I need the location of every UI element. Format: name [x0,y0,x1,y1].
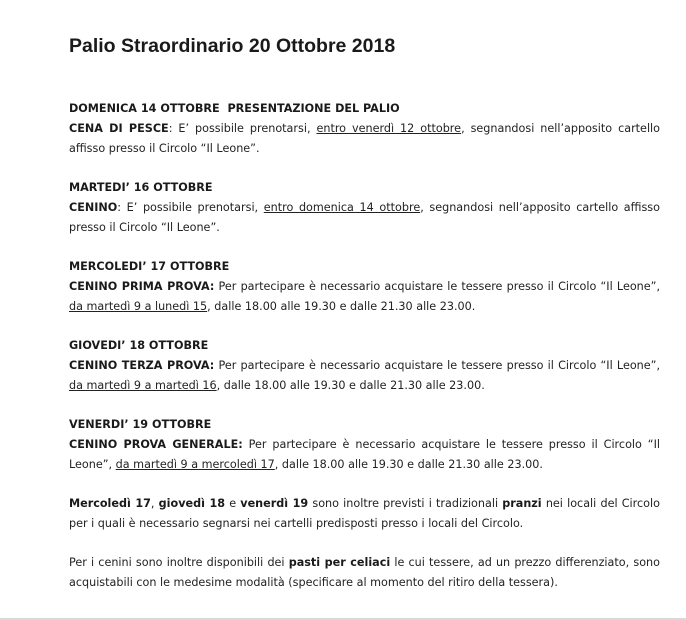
celiac-note-text [69,553,660,593]
lunch-sep: e [225,497,241,510]
lunch-day: giovedì 18 [158,497,226,510]
event-heading: GIOVEDI’ 18 OTTOBRE [69,339,209,352]
event-section-presentazione [69,99,660,159]
event-text [69,277,660,317]
event-text-part: , dalle 18.00 alle 19.30 e dalle 21.30 alle 23.00. [207,300,476,313]
lunch-sep: , [150,497,159,510]
lunch-keyword: pranzi [502,497,542,510]
event-label: CENINO [69,201,118,214]
event-dates: da martedì 9 a martedì 16 [69,379,217,392]
event-heading: VENERDI’ 19 OTTOBRE [69,418,212,431]
lunch-note [69,494,660,534]
event-text [69,119,660,159]
event-label: CENINO PRIMA PROVA: [69,280,215,293]
lunch-note-text [69,494,660,534]
event-dates: da martedì 9 a mercoledì 17 [115,458,275,471]
event-label: CENA DI PESCE [69,122,169,135]
event-label: CENINO PROVA GENERALE: [69,438,243,451]
event-text [69,198,660,238]
event-text-part: Per partecipare è necessario acquistare le tessere presso il Circolo “Il Leone”, [214,359,660,372]
event-heading: MARTEDI’ 16 OTTOBRE [69,181,213,194]
event-text-part: , segnandosi nell’apposito cartello affisso presso il Circolo “Il Leone”. [69,122,661,155]
event-text-part: : E’ possibile prenotarsi, [168,122,317,135]
event-deadline: entro domenica 14 ottobre [263,201,421,214]
event-text [69,356,660,396]
article [69,33,660,593]
event-label: CENINO TERZA PROVA: [69,359,215,372]
event-section-martedi [69,178,660,238]
celiac-text-part: le cui tessere, ad un prezzo differenziato, sono acquistabili con le medesime modalità (specificare al momento del ritiro della tessera). [69,556,660,589]
event-heading: MERCOLEDI’ 17 OTTOBRE [69,260,230,273]
event-heading: DOMENICA 14 OTTOBRE PRESENTAZIONE DEL PALIO [69,102,400,115]
event-text-part: , dalle 18.00 alle 19.30 e dalle 21.30 alle 23.00. [216,379,485,392]
event-section-mercoledi [69,257,660,317]
lunch-day: venerdì 19 [240,497,309,510]
event-dates: da martedì 9 a lunedì 15 [69,300,208,313]
celiac-keyword: pasti per celiaci [288,556,391,569]
event-text-part: : E’ possibile prenotarsi, [117,201,264,214]
event-text [69,435,660,475]
event-section-venerdi [69,415,660,475]
lunch-text-part: nei locali del Circolo per i quali è necessario segnarsi nei cartelli predisposti presso i locali del Circolo. [69,497,660,530]
event-text-part: , segnandosi nell’apposito cartello affisso presso il Circolo “Il Leone”. [69,201,660,234]
celiac-text-part: Per i cenini sono inoltre disponibili dei [69,556,289,569]
celiac-note [69,553,660,593]
page-title: Palio Straordinario 20 Ottobre 2018 [69,35,396,57]
event-text-part: , dalle 18.00 alle 19.30 e dalle 21.30 alle 23.00. [274,458,543,471]
event-text-part: Per partecipare è necessario acquistare le tessere presso il Circolo “Il Leone”, [69,438,660,471]
lunch-day: Mercoledì 17 [69,497,151,510]
lunch-text-part: sono inoltre previsti i tradizionali [308,497,503,510]
event-deadline: entro venerdì 12 ottobre [316,122,462,135]
event-section-giovedi [69,336,660,396]
event-text-part: Per partecipare è necessario acquistare le tessere presso il Circolo “Il Leone”, [214,280,660,293]
